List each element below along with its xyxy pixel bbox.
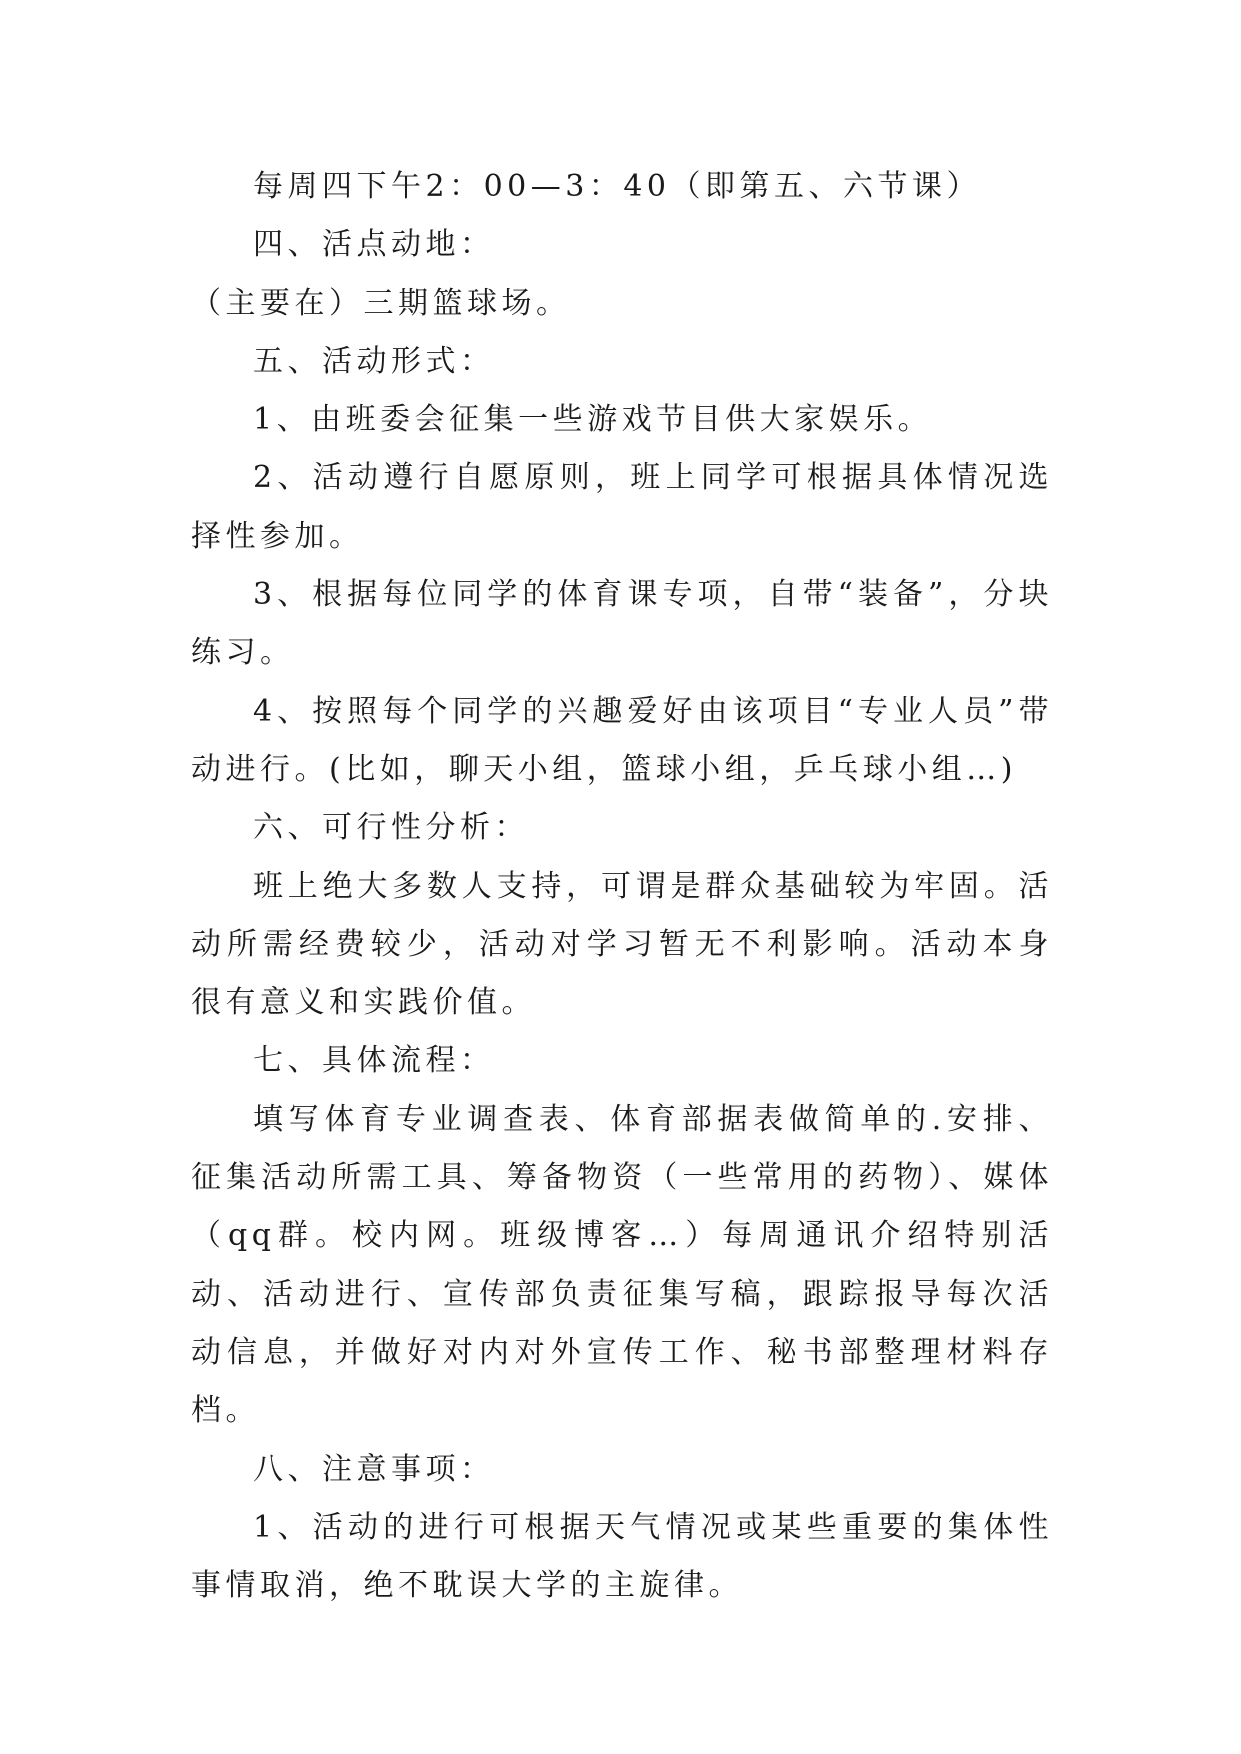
location-text: （主要在）三期篮球场。 <box>191 285 571 321</box>
activity-form-item-3: 3、根据每位同学的体育课专项，自带“装备”，分块练习。 <box>191 577 1053 671</box>
activity-form-item-2: 2、活动遵行自愿原则，班上同学可根据具体情况选择性参加。 <box>191 460 1053 554</box>
activity-form-item-1: 1、由班委会征集一些游戏节目供大家娱乐。 <box>253 402 933 438</box>
process-text: 填写体育专业调查表、体育部据表做简单的.安排、征集活动所需工具、筹备物资（一些常用的药物）、媒体（qq群。校内网。班级博客…）每周通讯介绍特别活动、活动进行、宣传部负责征集写稿，跟踪报导每次活动信息，并做好对内对外宣传工作、秘书部整理材料存档。 <box>191 1101 1053 1429</box>
activity-form-item-4: 4、按照每个同学的兴趣爱好由该项目“专业人员”带动进行。(比如，聊天小组，篮球小组，乒乓球小组…) <box>191 693 1053 787</box>
section-heading-location: 四、活点动地： <box>253 227 495 263</box>
section-heading-notes: 八、注意事项： <box>253 1451 495 1487</box>
section-heading-process: 七、具体流程： <box>253 1043 495 1079</box>
document-body <box>191 158 1053 1615</box>
feasibility-text: 班上绝大多数人支持，可谓是群众基础较为牢固。活动所需经费较少，活动对学习暂无不利影响。活动本身很有意义和实践价值。 <box>191 868 1053 1021</box>
section-heading-feasibility: 六、可行性分析： <box>253 810 529 846</box>
notes-item-1: 1、活动的进行可根据天气情况或某些重要的集体性事情取消，绝不耽误大学的主旋律。 <box>191 1509 1053 1604</box>
section-heading-activity-form: 五、活动形式： <box>253 343 495 379</box>
schedule-time-line: 每周四下午2：00—3：40（即第五、六节课） <box>253 169 982 204</box>
